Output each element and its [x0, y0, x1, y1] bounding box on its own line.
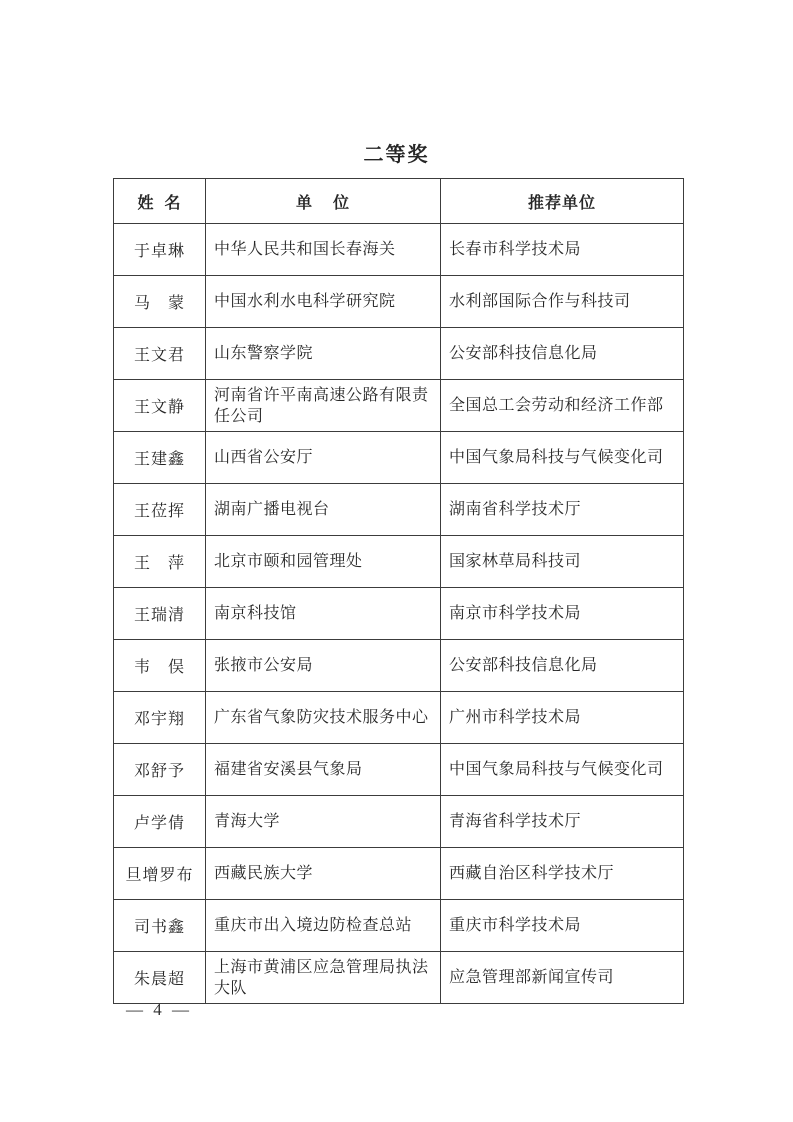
table-row: [114, 692, 684, 744]
column-header-name: 姓 名: [114, 179, 206, 224]
cell-recommender: 中国气象局科技与气候变化司: [441, 432, 684, 484]
column-header-organization: 单 位: [206, 179, 441, 224]
cell-organization: 张掖市公安局: [206, 640, 441, 692]
table-row: [114, 900, 684, 952]
cell-recommender: 全国总工会劳动和经济工作部: [441, 380, 684, 432]
cell-organization: 湖南广播电视台: [206, 484, 441, 536]
cell-recommender: 应急管理部新闻宣传司: [441, 952, 684, 1004]
table-header-row: [114, 179, 684, 224]
table-row: [114, 484, 684, 536]
cell-name: 卢学倩: [114, 796, 206, 848]
cell-organization: 中华人民共和国长春海关: [206, 224, 441, 276]
cell-recommender: 南京市科学技术局: [441, 588, 684, 640]
cell-name: 旦增罗布: [114, 848, 206, 900]
cell-name: 王建鑫: [114, 432, 206, 484]
award-table: [113, 178, 684, 1004]
table-row: [114, 432, 684, 484]
cell-name: 马 蒙: [114, 276, 206, 328]
cell-recommender: 广州市科学技术局: [441, 692, 684, 744]
cell-name: 邓宇翔: [114, 692, 206, 744]
table-body: [114, 224, 684, 1004]
cell-organization: 上海市黄浦区应急管理局执法大队: [206, 952, 441, 1004]
cell-organization: 广东省气象防灾技术服务中心: [206, 692, 441, 744]
cell-recommender: 中国气象局科技与气候变化司: [441, 744, 684, 796]
cell-organization: 北京市颐和园管理处: [206, 536, 441, 588]
table-row: [114, 848, 684, 900]
table-row: [114, 952, 684, 1004]
cell-organization: 中国水利水电科学研究院: [206, 276, 441, 328]
cell-organization: 南京科技馆: [206, 588, 441, 640]
cell-name: 韦 俣: [114, 640, 206, 692]
table-row: [114, 328, 684, 380]
cell-organization: 福建省安溪县气象局: [206, 744, 441, 796]
table-row: [114, 536, 684, 588]
cell-recommender: 国家林草局科技司: [441, 536, 684, 588]
cell-recommender: 公安部科技信息化局: [441, 640, 684, 692]
table-row: [114, 640, 684, 692]
table-row: [114, 224, 684, 276]
cell-recommender: 水利部国际合作与科技司: [441, 276, 684, 328]
page-number: — 4 —: [126, 1000, 192, 1019]
cell-name: 王文静: [114, 380, 206, 432]
cell-name: 王文君: [114, 328, 206, 380]
cell-name: 朱晨超: [114, 952, 206, 1004]
cell-organization: 重庆市出入境边防检查总站: [206, 900, 441, 952]
cell-name: 王 萍: [114, 536, 206, 588]
cell-recommender: 公安部科技信息化局: [441, 328, 684, 380]
cell-organization: 山西省公安厅: [206, 432, 441, 484]
cell-organization: 山东警察学院: [206, 328, 441, 380]
table-row: [114, 796, 684, 848]
cell-organization: 河南省许平南高速公路有限责任公司: [206, 380, 441, 432]
table-row: [114, 588, 684, 640]
cell-organization: 青海大学: [206, 796, 441, 848]
document-title: 二等奖: [363, 144, 430, 166]
cell-recommender: 湖南省科学技术厅: [441, 484, 684, 536]
cell-name: 王瑞清: [114, 588, 206, 640]
cell-organization: 西藏民族大学: [206, 848, 441, 900]
column-header-recommender: 推荐单位: [441, 179, 684, 224]
cell-recommender: 长春市科学技术局: [441, 224, 684, 276]
cell-name: 司书鑫: [114, 900, 206, 952]
cell-recommender: 重庆市科学技术局: [441, 900, 684, 952]
table-row: [114, 276, 684, 328]
cell-name: 王莅挥: [114, 484, 206, 536]
cell-recommender: 青海省科学技术厅: [441, 796, 684, 848]
table-row: [114, 380, 684, 432]
cell-name: 于卓琳: [114, 224, 206, 276]
table-row: [114, 744, 684, 796]
cell-recommender: 西藏自治区科学技术厅: [441, 848, 684, 900]
cell-name: 邓舒予: [114, 744, 206, 796]
